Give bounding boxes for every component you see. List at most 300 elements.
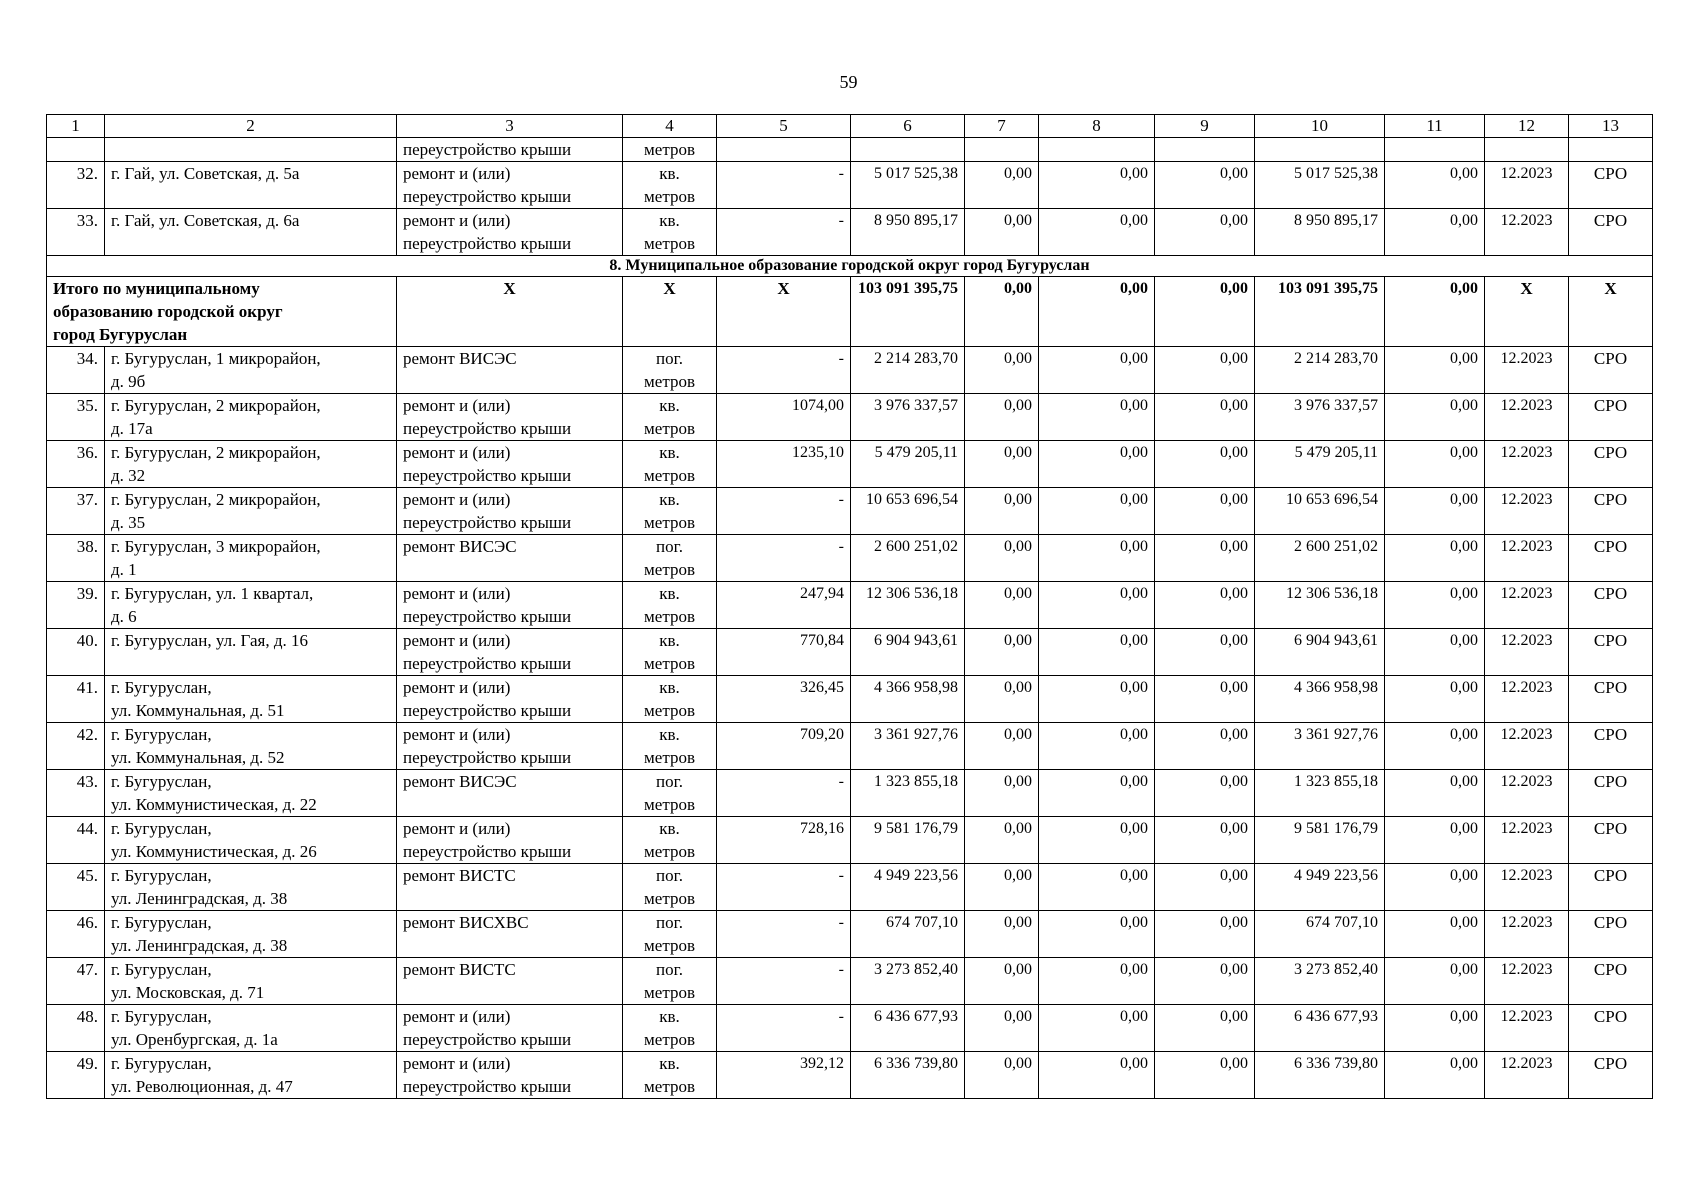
- fund-cost-cell: 6 904 943,61: [1255, 629, 1385, 676]
- subtotal-cell: X: [717, 277, 851, 347]
- cell-line: кв.: [659, 725, 680, 744]
- cell-line: ул. Революционная, д. 47: [111, 1077, 293, 1096]
- volume-cell: -: [717, 488, 851, 535]
- total-cost-cell: 6 436 677,93: [851, 1005, 965, 1052]
- row-number: 34.: [47, 347, 105, 394]
- cell-line: г. Бугуруслан, 3 микрорайон,: [111, 537, 321, 556]
- volume-cell: 1074,00: [717, 394, 851, 441]
- address-cell: [105, 347, 397, 394]
- cell-line: ул. Коммунистическая, д. 26: [111, 842, 317, 861]
- cell-line: ул. Коммунистическая, д. 22: [111, 795, 317, 814]
- cell-line: метров: [644, 795, 695, 814]
- cell-line: метров: [644, 889, 695, 908]
- cost-cell: 0,00: [965, 1005, 1039, 1052]
- subtotal-cell: 0,00: [1155, 277, 1255, 347]
- row-number: 35.: [47, 394, 105, 441]
- total-cost-cell: 3 273 852,40: [851, 958, 965, 1005]
- cell-line: метров: [644, 748, 695, 767]
- address-cell: [105, 488, 397, 535]
- address-cell: [105, 1052, 397, 1099]
- subtotal-cell: 0,00: [1385, 277, 1485, 347]
- address-cell: [105, 535, 397, 582]
- continuation-row: [47, 138, 1653, 162]
- col-num: 7: [965, 115, 1039, 138]
- cell-line: кв.: [659, 443, 680, 462]
- table-row: [47, 958, 1653, 1005]
- cell-line: пог.: [656, 866, 683, 885]
- total-cost-cell: 10 653 696,54: [851, 488, 965, 535]
- cost-cell: 0,00: [965, 209, 1039, 256]
- cost-cell: 0,00: [1155, 723, 1255, 770]
- cell-line: пог.: [656, 960, 683, 979]
- work-cell: [397, 162, 623, 209]
- cost-cell: 0,00: [1155, 1052, 1255, 1099]
- table-row: [47, 209, 1653, 256]
- table-row: [47, 864, 1653, 911]
- unit-cell: [623, 347, 717, 394]
- cost-cell: 0,00: [1155, 162, 1255, 209]
- fund-cost-cell: 6 436 677,93: [1255, 1005, 1385, 1052]
- cell-line: ремонт и (или): [403, 1054, 511, 1073]
- cell-line: метров: [644, 607, 695, 626]
- deadline-cell: 12.2023: [1485, 209, 1569, 256]
- fund-cost-cell: 5 479 205,11: [1255, 441, 1385, 488]
- cell-line: метров: [644, 513, 695, 532]
- row-number: 46.: [47, 911, 105, 958]
- volume-cell: 770,84: [717, 629, 851, 676]
- cell-line: д. 1: [111, 560, 137, 579]
- method-cell: СРО: [1569, 1005, 1653, 1052]
- volume-cell: -: [717, 1005, 851, 1052]
- cost-cell: 0,00: [965, 723, 1039, 770]
- total-cost-cell: 3 361 927,76: [851, 723, 965, 770]
- deadline-cell: 12.2023: [1485, 629, 1569, 676]
- address-cell: [105, 162, 397, 209]
- address-cell: [105, 441, 397, 488]
- row-number: 32.: [47, 162, 105, 209]
- cell-line: г. Бугуруслан,: [111, 678, 212, 697]
- cost-cell: 0,00: [1385, 488, 1485, 535]
- cost-cell: 0,00: [1385, 441, 1485, 488]
- cell-line: метров: [644, 983, 695, 1002]
- cell-line: ул. Ленинградская, д. 38: [111, 889, 288, 908]
- work-cell: [397, 582, 623, 629]
- address-cell: [105, 723, 397, 770]
- subtotal-cell: 0,00: [1039, 277, 1155, 347]
- fund-cost-cell: 3 273 852,40: [1255, 958, 1385, 1005]
- cost-cell: 0,00: [1385, 209, 1485, 256]
- work-cell: [397, 535, 623, 582]
- table-row: [47, 347, 1653, 394]
- cell-line: пог.: [656, 913, 683, 932]
- subtotal-cell: 103 091 395,75: [1255, 277, 1385, 347]
- fund-cost-cell: 10 653 696,54: [1255, 488, 1385, 535]
- cost-cell: 0,00: [965, 817, 1039, 864]
- cell-line: метров: [644, 654, 695, 673]
- cell-line: пог.: [656, 537, 683, 556]
- cost-cell: 0,00: [1039, 1052, 1155, 1099]
- cost-cell: 0,00: [1039, 394, 1155, 441]
- cost-cell: 0,00: [1155, 629, 1255, 676]
- cost-cell: 0,00: [1385, 676, 1485, 723]
- deadline-cell: 12.2023: [1485, 770, 1569, 817]
- deadline-cell: 12.2023: [1485, 676, 1569, 723]
- cost-cell: 0,00: [965, 911, 1039, 958]
- address-cell: [105, 1005, 397, 1052]
- address-cell: [105, 676, 397, 723]
- cost-cell: 0,00: [1385, 629, 1485, 676]
- work-cell: [397, 347, 623, 394]
- cell-line: пог.: [656, 349, 683, 368]
- volume-cell: -: [717, 911, 851, 958]
- unit-cell: [623, 441, 717, 488]
- cell-line: ремонт и (или): [403, 443, 511, 462]
- unit-cell: [623, 1052, 717, 1099]
- cost-cell: 0,00: [1039, 347, 1155, 394]
- table-row: [47, 629, 1653, 676]
- cell-line: город Бугуруслан: [53, 325, 188, 344]
- address-cell: [105, 958, 397, 1005]
- cost-cell: 0,00: [965, 394, 1039, 441]
- cell-line: г. Бугуруслан, ул. Гая, д. 16: [111, 631, 308, 650]
- cell-line: г. Бугуруслан,: [111, 960, 212, 979]
- address-cell: [105, 582, 397, 629]
- cost-cell: 0,00: [1155, 1005, 1255, 1052]
- cost-cell: 0,00: [1155, 676, 1255, 723]
- address-cell: [105, 209, 397, 256]
- total-cost-cell: 6 904 943,61: [851, 629, 965, 676]
- address-cell: [105, 394, 397, 441]
- column-number-row: [47, 115, 1653, 138]
- method-cell: СРО: [1569, 582, 1653, 629]
- unit-cell: [623, 582, 717, 629]
- cell-line: переустройство крыши: [403, 842, 572, 861]
- cost-cell: 0,00: [1385, 582, 1485, 629]
- cost-cell: 0,00: [965, 488, 1039, 535]
- cost-cell: 0,00: [1385, 770, 1485, 817]
- row-number: 40.: [47, 629, 105, 676]
- unit-cell: [623, 911, 717, 958]
- cost-cell: 0,00: [965, 535, 1039, 582]
- fund-cost-cell: 3 976 337,57: [1255, 394, 1385, 441]
- volume-cell: -: [717, 162, 851, 209]
- method-cell: СРО: [1569, 629, 1653, 676]
- cell-line: кв.: [659, 164, 680, 183]
- cell-line: переустройство крыши: [403, 748, 572, 767]
- cost-cell: 0,00: [965, 347, 1039, 394]
- cell-line: переустройство крыши: [403, 1030, 572, 1049]
- cell-line: кв.: [659, 678, 680, 697]
- work-cell: [397, 1005, 623, 1052]
- cell-line: г. Гай, ул. Советская, д. 5а: [111, 164, 300, 183]
- cell-line: переустройство крыши: [403, 187, 572, 206]
- cell-line: кв.: [659, 631, 680, 650]
- method-cell: СРО: [1569, 162, 1653, 209]
- cell-line: переустройство крыши: [403, 701, 572, 720]
- table-row: [47, 441, 1653, 488]
- volume-cell: 247,94: [717, 582, 851, 629]
- row-number: 38.: [47, 535, 105, 582]
- deadline-cell: 12.2023: [1485, 1005, 1569, 1052]
- cell-line: г. Бугуруслан,: [111, 866, 212, 885]
- unit-cell: [623, 864, 717, 911]
- method-cell: СРО: [1569, 911, 1653, 958]
- method-cell: СРО: [1569, 488, 1653, 535]
- unit-cell: [623, 676, 717, 723]
- deadline-cell: 12.2023: [1485, 723, 1569, 770]
- cell-line: г. Бугуруслан,: [111, 1054, 212, 1073]
- cell-line: д. 17а: [111, 419, 153, 438]
- col-num: 6: [851, 115, 965, 138]
- col-num: 5: [717, 115, 851, 138]
- subtotal-cell: X: [1569, 277, 1653, 347]
- cell-line: пог.: [656, 772, 683, 791]
- cell-line: г. Бугуруслан, ул. 1 квартал,: [111, 584, 314, 603]
- cost-cell: 0,00: [1039, 488, 1155, 535]
- row-number: 43.: [47, 770, 105, 817]
- cost-cell: 0,00: [965, 958, 1039, 1005]
- cost-cell: 0,00: [1385, 347, 1485, 394]
- section-title: 8. Муниципальное образование городской округ город Бугуруслан: [47, 256, 1653, 277]
- table-row: [47, 817, 1653, 864]
- address-cell: [105, 817, 397, 864]
- cost-cell: 0,00: [1039, 723, 1155, 770]
- cell-line: переустройство крыши: [403, 654, 572, 673]
- page-number: 59: [839, 72, 858, 92]
- method-cell: СРО: [1569, 676, 1653, 723]
- cell-line: кв.: [659, 584, 680, 603]
- cost-cell: 0,00: [1385, 162, 1485, 209]
- work-cell: [397, 1052, 623, 1099]
- deadline-cell: 12.2023: [1485, 1052, 1569, 1099]
- cell-line: переустройство крыши: [403, 419, 572, 438]
- deadline-cell: 12.2023: [1485, 864, 1569, 911]
- work-cell: [397, 209, 623, 256]
- subtotal-cell: 103 091 395,75: [851, 277, 965, 347]
- table-row: [47, 676, 1653, 723]
- col-num: 12: [1485, 115, 1569, 138]
- table-row: [47, 488, 1653, 535]
- subtotal-cell: X: [397, 277, 623, 347]
- cost-cell: 0,00: [1385, 911, 1485, 958]
- cost-cell: 0,00: [965, 676, 1039, 723]
- cost-cell: 0,00: [1155, 394, 1255, 441]
- address-cell: [105, 864, 397, 911]
- unit-cell: [623, 629, 717, 676]
- unit-cell: метров: [623, 138, 717, 162]
- deadline-cell: 12.2023: [1485, 817, 1569, 864]
- col-num: 1: [47, 115, 105, 138]
- table-row: [47, 770, 1653, 817]
- deadline-cell: 12.2023: [1485, 347, 1569, 394]
- cost-cell: 0,00: [965, 770, 1039, 817]
- cost-cell: 0,00: [1385, 535, 1485, 582]
- col-num: 9: [1155, 115, 1255, 138]
- total-cost-cell: 2 214 283,70: [851, 347, 965, 394]
- table-row: [47, 582, 1653, 629]
- work-cell: [397, 394, 623, 441]
- fund-cost-cell: 3 361 927,76: [1255, 723, 1385, 770]
- cell-line: метров: [644, 187, 695, 206]
- fund-cost-cell: 1 323 855,18: [1255, 770, 1385, 817]
- cell-line: кв.: [659, 211, 680, 230]
- deadline-cell: 12.2023: [1485, 162, 1569, 209]
- cost-cell: 0,00: [965, 629, 1039, 676]
- cost-cell: 0,00: [1385, 817, 1485, 864]
- work-cell: [397, 723, 623, 770]
- method-cell: СРО: [1569, 817, 1653, 864]
- cost-cell: 0,00: [1039, 770, 1155, 817]
- method-cell: СРО: [1569, 394, 1653, 441]
- work-cell: переустройство крыши: [397, 138, 623, 162]
- total-cost-cell: 1 323 855,18: [851, 770, 965, 817]
- cell-line: г. Бугуруслан, 2 микрорайон,: [111, 443, 321, 462]
- volume-cell: 326,45: [717, 676, 851, 723]
- subtotal-label: [47, 277, 397, 347]
- cell-line: ремонт и (или): [403, 819, 511, 838]
- fund-cost-cell: 2 214 283,70: [1255, 347, 1385, 394]
- cell-line: ремонт ВИСТС: [403, 960, 516, 979]
- cost-cell: 0,00: [1385, 1052, 1485, 1099]
- col-num: 4: [623, 115, 717, 138]
- total-cost-cell: 6 336 739,80: [851, 1052, 965, 1099]
- work-cell: [397, 958, 623, 1005]
- row-number: 33.: [47, 209, 105, 256]
- row-number: 47.: [47, 958, 105, 1005]
- volume-cell: 392,12: [717, 1052, 851, 1099]
- deadline-cell: 12.2023: [1485, 535, 1569, 582]
- cell-line: Итого по муниципальному: [53, 279, 260, 298]
- fund-cost-cell: 9 581 176,79: [1255, 817, 1385, 864]
- fund-cost-cell: 674 707,10: [1255, 911, 1385, 958]
- cell-line: метров: [644, 419, 695, 438]
- cell-line: г. Бугуруслан,: [111, 1007, 212, 1026]
- method-cell: СРО: [1569, 535, 1653, 582]
- cell-line: г. Бугуруслан, 1 микрорайон,: [111, 349, 321, 368]
- cost-cell: 0,00: [965, 582, 1039, 629]
- cell-line: ремонт и (или): [403, 725, 511, 744]
- work-cell: [397, 629, 623, 676]
- cell-line: кв.: [659, 1007, 680, 1026]
- cost-cell: 0,00: [1039, 958, 1155, 1005]
- row-number: 41.: [47, 676, 105, 723]
- method-cell: СРО: [1569, 723, 1653, 770]
- unit-cell: [623, 817, 717, 864]
- cost-cell: 0,00: [1385, 723, 1485, 770]
- cell-line: переустройство крыши: [403, 466, 572, 485]
- deadline-cell: 12.2023: [1485, 441, 1569, 488]
- deadline-cell: 12.2023: [1485, 394, 1569, 441]
- cost-cell: 0,00: [1039, 441, 1155, 488]
- cell-line: д. 32: [111, 466, 146, 485]
- table-row: [47, 535, 1653, 582]
- table-row: [47, 1005, 1653, 1052]
- cost-cell: 0,00: [965, 441, 1039, 488]
- row-number: 42.: [47, 723, 105, 770]
- method-cell: СРО: [1569, 958, 1653, 1005]
- cell-line: ремонт и (или): [403, 211, 511, 230]
- cost-cell: 0,00: [1155, 958, 1255, 1005]
- work-cell: [397, 864, 623, 911]
- cost-cell: 0,00: [1155, 347, 1255, 394]
- subtotal-cell: 0,00: [965, 277, 1039, 347]
- unit-cell: [623, 162, 717, 209]
- cost-cell: 0,00: [1155, 770, 1255, 817]
- cost-cell: 0,00: [1039, 817, 1155, 864]
- cell-line: г. Бугуруслан, 2 микрорайон,: [111, 396, 321, 415]
- total-cost-cell: 8 950 895,17: [851, 209, 965, 256]
- unit-cell: [623, 770, 717, 817]
- total-cost-cell: 4 366 958,98: [851, 676, 965, 723]
- cell-line: ремонт ВИСТС: [403, 866, 516, 885]
- cost-cell: 0,00: [1155, 911, 1255, 958]
- cost-cell: 0,00: [1039, 535, 1155, 582]
- cell-line: ремонт и (или): [403, 490, 511, 509]
- row-number: 49.: [47, 1052, 105, 1099]
- cell-line: д. 35: [111, 513, 146, 532]
- cell-line: ремонт ВИСЭС: [403, 537, 517, 556]
- cell-line: метров: [644, 1030, 695, 1049]
- work-cell: [397, 488, 623, 535]
- method-cell: СРО: [1569, 347, 1653, 394]
- cell-line: метров: [644, 1077, 695, 1096]
- volume-cell: -: [717, 864, 851, 911]
- work-cell: [397, 770, 623, 817]
- cost-cell: 0,00: [1385, 394, 1485, 441]
- work-cell: [397, 911, 623, 958]
- cell-line: г. Бугуруслан, 2 микрорайон,: [111, 490, 321, 509]
- total-cost-cell: 12 306 536,18: [851, 582, 965, 629]
- fund-cost-cell: 5 017 525,38: [1255, 162, 1385, 209]
- address-cell: [105, 629, 397, 676]
- volume-cell: 728,16: [717, 817, 851, 864]
- unit-cell: [623, 723, 717, 770]
- cell-line: кв.: [659, 819, 680, 838]
- cell-line: метров: [644, 466, 695, 485]
- total-cost-cell: 5 479 205,11: [851, 441, 965, 488]
- fund-cost-cell: 6 336 739,80: [1255, 1052, 1385, 1099]
- cell-line: ремонт и (или): [403, 678, 511, 697]
- cost-cell: 0,00: [1039, 911, 1155, 958]
- cost-cell: 0,00: [1039, 1005, 1155, 1052]
- cell-line: г. Бугуруслан,: [111, 725, 212, 744]
- cell-line: ремонт ВИСЭС: [403, 349, 517, 368]
- address-cell: [105, 911, 397, 958]
- fund-cost-cell: 8 950 895,17: [1255, 209, 1385, 256]
- cell-line: метров: [644, 234, 695, 253]
- cost-cell: 0,00: [1039, 676, 1155, 723]
- cell-line: ул. Коммунальная, д. 52: [111, 748, 285, 767]
- cost-cell: 0,00: [1385, 864, 1485, 911]
- cell-line: ремонт и (или): [403, 396, 511, 415]
- cell-line: ремонт и (или): [403, 164, 511, 183]
- fund-cost-cell: 4 949 223,56: [1255, 864, 1385, 911]
- table-row: [47, 911, 1653, 958]
- volume-cell: 709,20: [717, 723, 851, 770]
- unit-cell: [623, 209, 717, 256]
- method-cell: СРО: [1569, 209, 1653, 256]
- volume-cell: -: [717, 209, 851, 256]
- cost-cell: 0,00: [1155, 441, 1255, 488]
- row-number: 44.: [47, 817, 105, 864]
- cell-line: г. Бугуруслан,: [111, 772, 212, 791]
- col-num: 13: [1569, 115, 1653, 138]
- unit-cell: [623, 488, 717, 535]
- col-num: 10: [1255, 115, 1385, 138]
- method-cell: СРО: [1569, 441, 1653, 488]
- deadline-cell: 12.2023: [1485, 488, 1569, 535]
- cell-line: д. 6: [111, 607, 137, 626]
